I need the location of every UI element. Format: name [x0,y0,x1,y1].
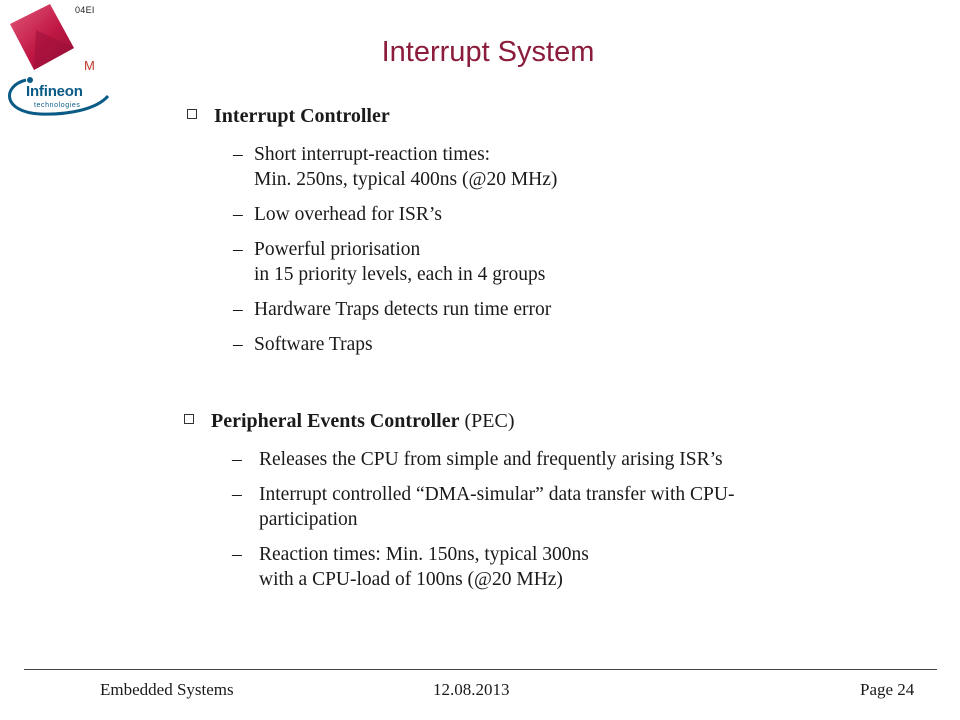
square-bullet-icon [187,109,197,119]
footer-course-name: Embedded Systems [100,680,234,699]
infineon-wordmark: Infineon [26,83,83,100]
dash-bullet-icon: – [233,299,243,320]
list-item [232,482,842,532]
section-heading-suffix: (PEC) [459,410,515,432]
item-line-1: Hardware Traps detects run time error [254,299,552,320]
section-heading-text: Peripheral Events Controller [211,410,460,432]
item-line-1: Interrupt controlled “DMA-simular” data transfer with CPU- [259,484,735,505]
logo-code-text: 04EI [75,5,95,15]
dash-bullet-icon: – [232,449,242,470]
item-line-2: in 15 priority levels, each in 4 groups [254,264,546,285]
bullet-list [232,447,842,592]
logo-mark-text: M [84,58,95,73]
square-bullet-icon [184,414,194,424]
footer-divider [24,669,937,670]
slide-title: Interrupt System [381,36,595,68]
item-line-1: Reaction times: Min. 150ns, typical 300ns [259,544,589,565]
list-item [233,297,873,322]
footer-date: 12.08.2013 [433,680,510,699]
dash-bullet-icon: – [233,144,243,165]
footer-page-number: Page 24 [860,680,915,699]
list-item [233,332,873,357]
item-line-1: Powerful priorisation [254,239,421,260]
item-line-1: Low overhead for ISR’s [254,204,442,225]
bullet-list [233,142,873,357]
item-line-2: Min. 250ns, typical 400ns (@20 MHz) [254,169,558,190]
infineon-tagline: technologies [34,102,81,109]
dash-bullet-icon: – [233,334,243,355]
dash-bullet-icon: – [233,204,243,225]
section-heading [187,105,390,128]
list-item [233,237,873,287]
list-item [232,542,842,592]
section-heading [184,410,514,433]
item-line-2: with a CPU-load of 100ns (@20 MHz) [259,569,563,590]
dash-bullet-icon: – [232,544,242,565]
item-line-1: Releases the CPU from simple and frequently arising ISR’s [259,449,723,470]
dash-bullet-icon: – [233,239,243,260]
item-line-1: Software Traps [254,334,373,355]
item-line-2: participation [259,509,358,530]
item-line-1: Short interrupt-reaction times: [254,144,491,165]
list-item [233,202,873,227]
list-item [233,142,873,192]
section-heading-text: Interrupt Controller [214,105,390,127]
list-item [232,447,842,472]
dash-bullet-icon: – [232,484,242,505]
